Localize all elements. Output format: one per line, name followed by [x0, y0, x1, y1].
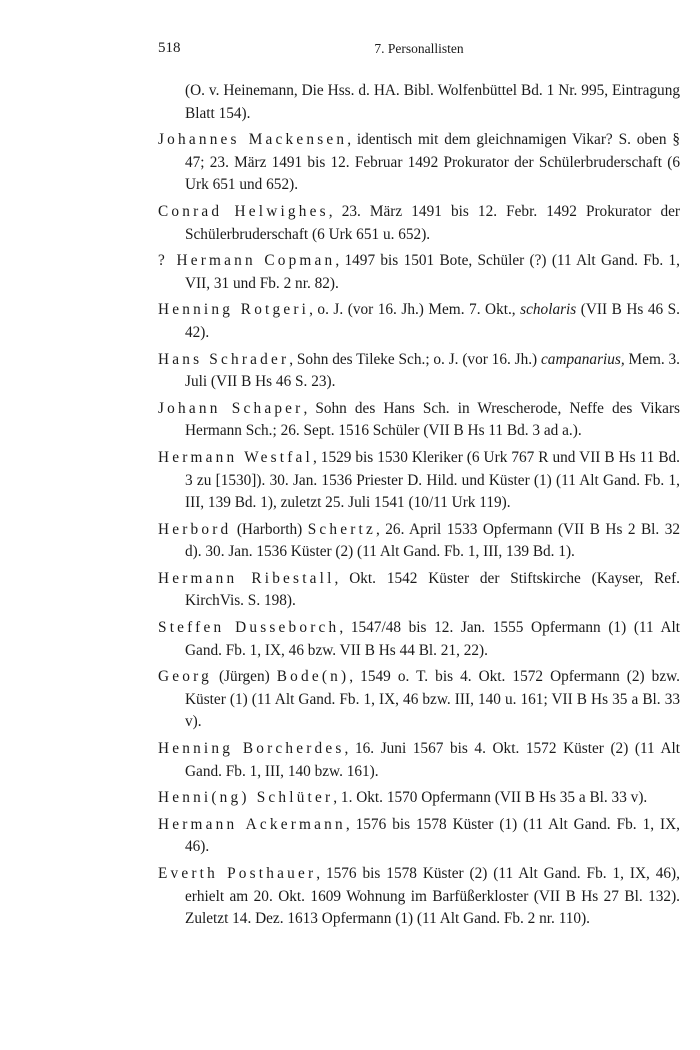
list-entry [158, 814, 680, 859]
entry-text: , Sohn des Tileke Sch.; o. J. (vor 16. Jh.) [289, 350, 541, 368]
entry-text: , 1547/48 bis 12. Jan. 1555 Opfermann (1) (11 Alt Gand. Fb. 1, IX, 46 bzw. VII B Hs 44 Bl. 21, 22). [185, 619, 680, 659]
entry-text: , 1549 o. T. bis 4. Okt. 1572 Opfermann (2) bzw. Küster (1) (11 Alt Gand. Fb. 1, IX, 46 bzw. III, 140 u. 161; VII B Hs 35 a Bl. 33 v). [185, 668, 681, 731]
page-header [158, 40, 680, 64]
entry-text: , 1. Okt. 1570 Opfermann (VII B Hs 35 a Bl. 33 v). [333, 789, 648, 807]
entry-text: , 16. Juni 1567 bis 4. Okt. 1572 Küster (2) (11 Alt Gand. Fb. 1, III, 140 bzw. 161). [185, 740, 681, 780]
list-entry [158, 201, 680, 246]
list-entry [158, 447, 680, 515]
entry-text: , Sohn des Hans Sch. in Wrescherode, Neffe des Vikars Hermann Sch.; 26. Sept. 1516 Schüler (VII B Hs 11 Bd. 3 ad a.). [185, 399, 681, 440]
entry-name: Herbord [158, 520, 232, 538]
entry-text: , 1497 bis 1501 Bote, Schüler (?) (11 Alt Gand. Fb. 1, VII, 31 und Fb. 2 nr. 82). [185, 252, 681, 292]
list-entry [158, 738, 680, 783]
entry-text: (O. v. Heinemann, Die Hss. d. HA. Bibl. Wolfenbüttel Bd. 1 Nr. 995, Eintragung Blatt 154). [185, 82, 680, 122]
entry-name: Hermann Ribestall [158, 569, 335, 587]
entry-name: Hermann Ackermann [158, 815, 346, 833]
entry-text: , 26. April 1533 Opfermann (VII B Hs 2 Bl. 32 d). 30. Jan. 1536 Küster (2) (11 Alt Gand. Fb. 1, III, 139 Bd. 1). [185, 520, 681, 561]
list-entry-continuation [158, 80, 680, 125]
entry-name: Hans Schrader [158, 350, 290, 368]
entry-name: Hermann Westfal [158, 448, 313, 466]
personnel-list [158, 80, 680, 935]
list-entry [158, 349, 680, 394]
entry-text: , Okt. 1542 Küster der Stiftskirche (Kayser, Ref. KirchVis. S. 198). [185, 569, 680, 610]
entry-name: Henni(ng) Schlüter [158, 789, 334, 807]
list-entry [158, 250, 680, 295]
list-entry [158, 398, 680, 443]
entry-name: Georg [158, 668, 212, 686]
entry-name: Henning Borcherdes [158, 740, 345, 758]
entry-name: Everth Posthauer [158, 865, 317, 882]
entry-italic: campanarius, [541, 350, 625, 368]
entry-name-aside: (Jürgen) [211, 668, 277, 686]
list-entry [158, 617, 680, 662]
entry-text-after: (VII B Hs 46 S. 42). [185, 301, 681, 341]
list-entry [158, 299, 680, 344]
entry-text: , 23. März 1491 bis 12. Febr. 1492 Prokurator der Schülerbruderschaft (6 Urk 651 u. 652). [185, 202, 680, 243]
entry-surname: Bode(n) [276, 668, 350, 686]
entry-text-after: Mem. 3. Juli (VII B Hs 46 S. 23). [185, 350, 680, 391]
entry-text: , identisch mit dem gleichnamigen Vikar? S. oben § 47; 23. März 1491 bis 12. Februar 1492 Prokurator der Schülerbruderschaft (6 Urk 651 und 652). [185, 131, 680, 194]
page-number: 518 [158, 40, 181, 56]
entry-name: Henning Rotgeri [158, 301, 310, 319]
entry-name: Conrad Helwighes [158, 202, 329, 220]
entry-text: , 1576 bis 1578 Küster (1) (11 Alt Gand. Fb. 1, IX, 46). [185, 815, 680, 856]
list-entry [158, 666, 680, 734]
entry-name: Johannes Mackensen [158, 131, 348, 149]
entry-name: ? Hermann Copman [158, 252, 336, 270]
entry-name: Johann Schaper [158, 399, 304, 417]
entry-name-aside: (Harborth) [231, 520, 308, 538]
entry-italic: scholaris [520, 301, 577, 319]
list-entry [158, 519, 680, 564]
entry-text: , 1576 bis 1578 Küster (2) (11 Alt Gand. Fb. 1, IX, 46), erhielt am 20. Okt. 1609 Wohnung im Barfüßerkloster (VII B Hs 27 Bl. 132). Zuletzt 14. Dez. 1613 Opfermann (1) (11 Alt Gand. Fb. 2 nr. 110). [185, 865, 680, 928]
entry-text: , 1529 bis 1530 Kleriker (6 Urk 767 R und VII B Hs 11 Bd. 3 zu [1530]). 30. Jan. 1536 Priester D. Hild. und Küster (1) (11 Alt Gand. Fb. 1, III, 139 Bd. 1), zuletzt 25. Juli 1541 (10/11 Urk 119). [185, 448, 680, 512]
list-entry [158, 568, 680, 613]
entry-name: Steffen Dusseborch [158, 619, 340, 637]
list-entry [158, 787, 680, 810]
list-entry [158, 863, 680, 931]
list-entry [158, 129, 680, 197]
running-head: 7. Personallisten [374, 41, 464, 56]
entry-text: , o. J. (vor 16. Jh.) Mem. 7. Okt., [309, 301, 521, 319]
entry-surname: Schertz [307, 520, 376, 538]
